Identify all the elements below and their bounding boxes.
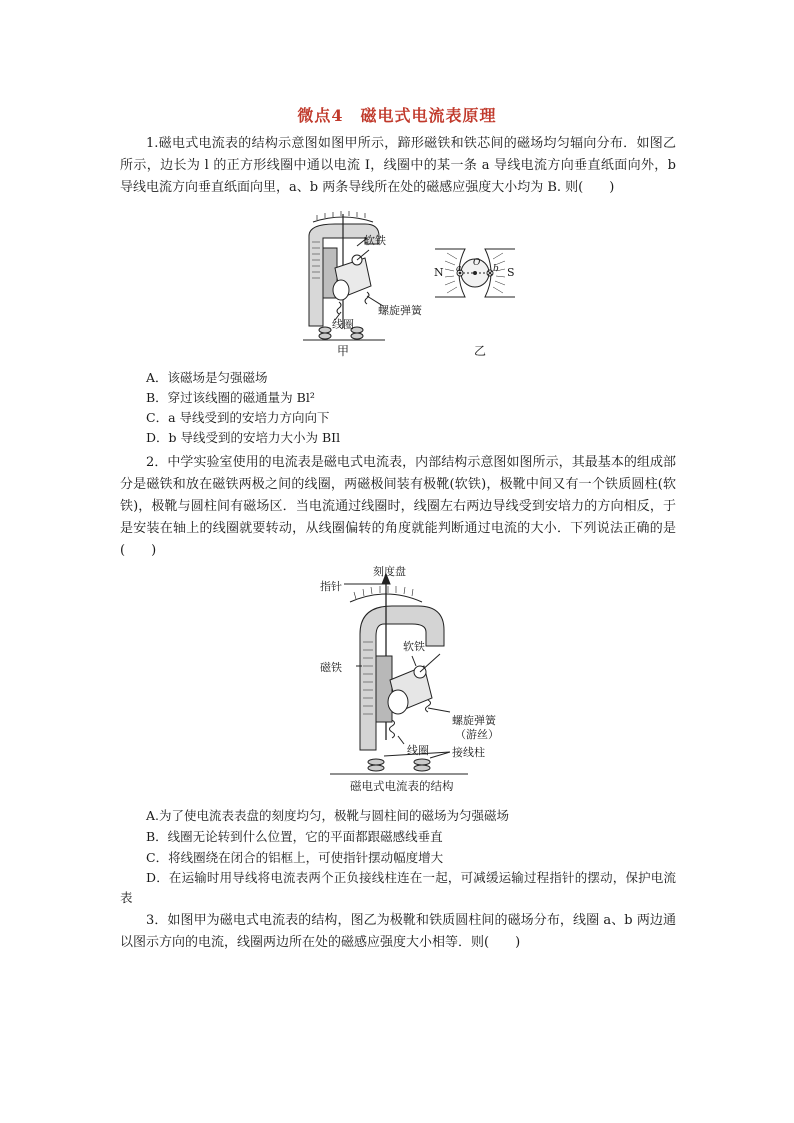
fig2-label-spring: 螺旋弹簧 (452, 714, 496, 727)
fig2-label-soft-iron: 软铁 (403, 640, 425, 653)
fig2-label-magnet: 磁铁 (320, 661, 342, 674)
q2-option-b: B．线圈无论转到什么位置，它的平面都跟磁感线垂直 (146, 829, 443, 844)
q1-option-c: C．a 导线受到的安培力方向向下 (146, 410, 330, 425)
fig1b-label-n: N (434, 266, 444, 279)
question-2-stem: 2．中学实验室使用的电流表是磁电式电流表，内部结构示意图如图所示，其最基本的组成部分是磁铁和放在磁铁两极之间的线圈，两磁极间装有极靴(软铁)，极靴中间又有一个铁质圆柱(软铁)，极靴与圆柱间有磁场区．当电流通过线圈时，线圈左右两边导线受到安培力的方向相反，于是安装在轴上的线圈就要转动，从线圈偏转的角度就能判断通过电流的大小．下列说法正确的是( ) (120, 455, 676, 558)
figure-1-jia (295, 208, 425, 353)
q2-option-a: A.为了使电流表表盘的刻度均匀，极靴与圆柱间的磁场为匀强磁场 (146, 808, 510, 823)
fig2-caption: 磁电式电流表的结构 (350, 779, 454, 793)
fig1-caption-jia: 甲 (337, 344, 350, 358)
fig1b-label-s: S (507, 266, 515, 279)
fig1-label-spring: 螺旋弹簧 (378, 304, 422, 317)
fig1-label-coil: 线圈 (332, 318, 354, 331)
q1-option-b: B．穿过该线圈的磁通量为 Bl² (146, 390, 315, 405)
fig2-label-dial: 刻度盘 (373, 565, 406, 578)
fig2-label-terminal: 接线柱 (452, 746, 485, 759)
fig2-label-spring-note: （游丝） (455, 728, 499, 741)
question-1-stem: 1.磁电式电流表的结构示意图如图甲所示，蹄形磁铁和铁芯间的磁场均匀辐向分布．如图乙所示，边长为 l 的正方形线圈中通以电流 I，线圈中的某一条 a 导线电流方向垂直纸面向外，b 导线电流方向垂直纸面向里，a、b 两条导线所在处的磁感应强度大小均为 B. 则( ) (120, 136, 676, 195)
q1-option-d: D．b 导线受到的安培力大小为 BIl (146, 430, 341, 445)
fig2-label-coil: 线圈 (407, 744, 429, 757)
page-title: 微点4 磁电式电流表原理 (297, 106, 497, 125)
fig1-label-soft-iron: 软铁 (364, 234, 386, 247)
fig1b-label-b: b (493, 264, 499, 274)
fig1-caption-yi: 乙 (474, 344, 487, 358)
fig1b-label-a: a (456, 264, 462, 274)
fig2-label-pointer: 指针 (320, 580, 342, 593)
fig1b-label-o: O (473, 258, 481, 268)
q1-option-a: A．该磁场是匀强磁场 (146, 370, 268, 385)
question-3-stem: 3．如图甲为磁电式电流表的结构，图乙为极靴和铁质圆柱间的磁场分布，线圈 a、b 两边通以图示方向的电流，线圈两边所在处的磁感应强度大小相等．则( ) (120, 913, 676, 950)
q2-option-d: D．在运输时用导线将电流表两个正负接线柱连在一起，可减缓运输过程指针的摆动，保护电流表 (120, 870, 676, 905)
q2-option-c: C．将线圈绕在闭合的铝框上，可使指针摆动幅度增大 (146, 850, 444, 865)
